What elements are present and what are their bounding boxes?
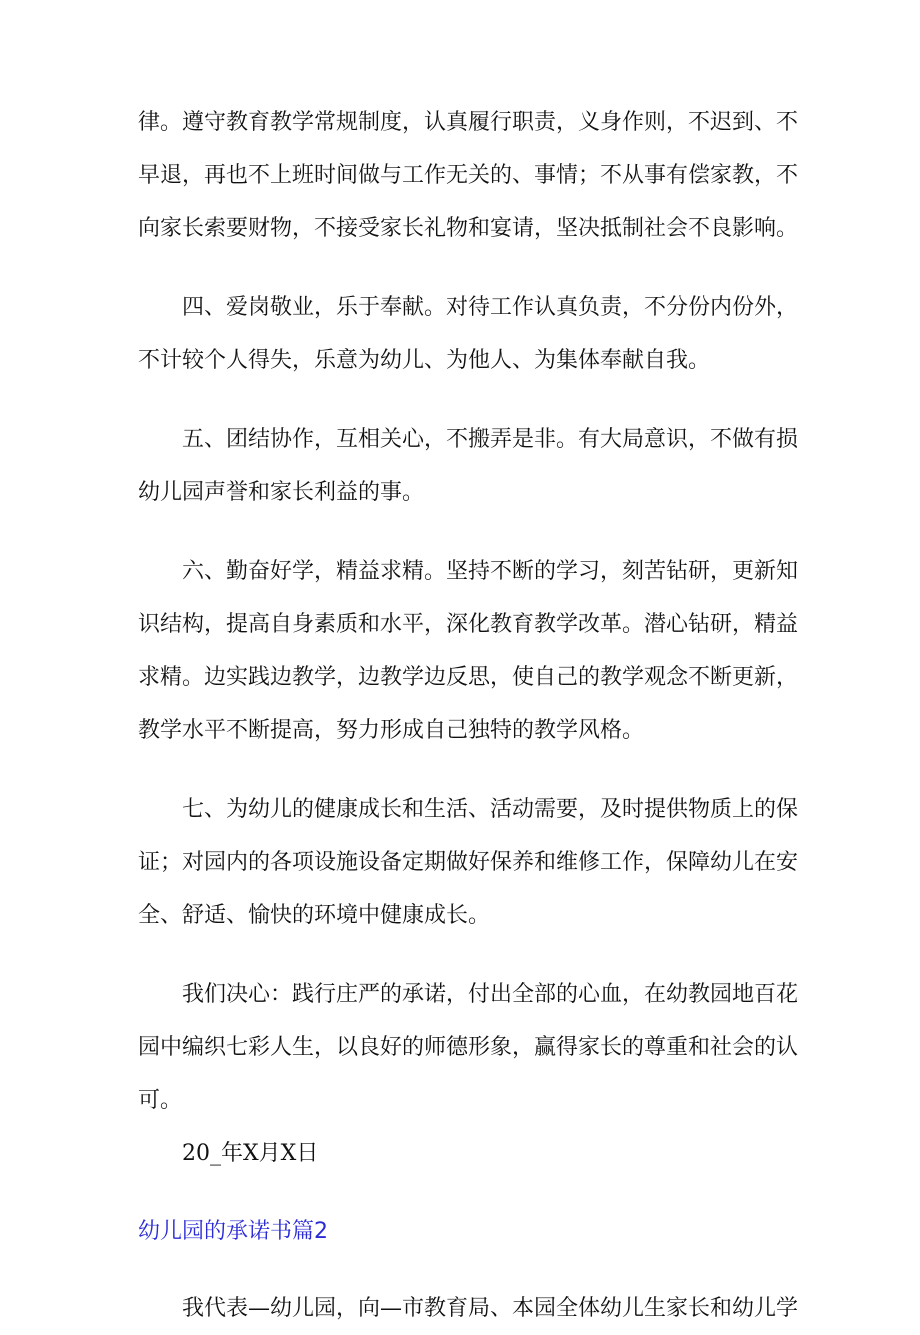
paragraph-item-5: 五、团结协作，互相关心，不搬弄是非。有大局意识，不做有损幼儿园声誉和家长利益的事。 <box>138 427 799 505</box>
paragraph-intro: 我代表—幼儿园，向—市教育局、本园全体幼儿生家长和幼儿学 <box>182 1296 799 1321</box>
paragraph-item-6: 六、勤奋好学，精益求精。坚持不断的学习，刻苦钻研，更新知识结构，提高自身素质和水平，深化教育教学改革。潜心钻研，精益求精。边实践边教学，边教学边反思，使自己的教学观念不断更新，教学水平不断提高，努力形成自己独特的教学风格。 <box>138 559 799 743</box>
section-heading: 幼儿园的承诺书篇2 <box>138 1219 328 1244</box>
document-page <box>138 96 798 1335</box>
paragraph-resolve: 我们决心：践行庄严的承诺，付出全部的心血，在幼教园地百花园中编织七彩人生，以良好的师德形象，赢得家长的尊重和社会的认可。 <box>138 982 799 1113</box>
document-date: 20_年X月X日 <box>182 1141 319 1166</box>
paragraph-item-4: 四、爱岗敬业，乐于奉献。对待工作认真负责，不分份内份外，不计较个人得失，乐意为幼儿、为他人、为集体奉献自我。 <box>138 295 799 373</box>
paragraph-item-7: 七、为幼儿的健康成长和生活、活动需要，及时提供物质上的保证；对园内的各项设施设备定期做好保养和维修工作，保障幼儿在安全、舒适、愉快的环境中健康成长。 <box>138 797 799 928</box>
paragraph-continuation: 律。遵守教育教学常规制度，认真履行职责，义身作则，不迟到、不早退，再也不上班时间做与工作无关的、事情；不从事有偿家教，不向家长索要财物，不接受家长礼物和宴请，坚决抵制社会不良影响。 <box>138 110 799 241</box>
